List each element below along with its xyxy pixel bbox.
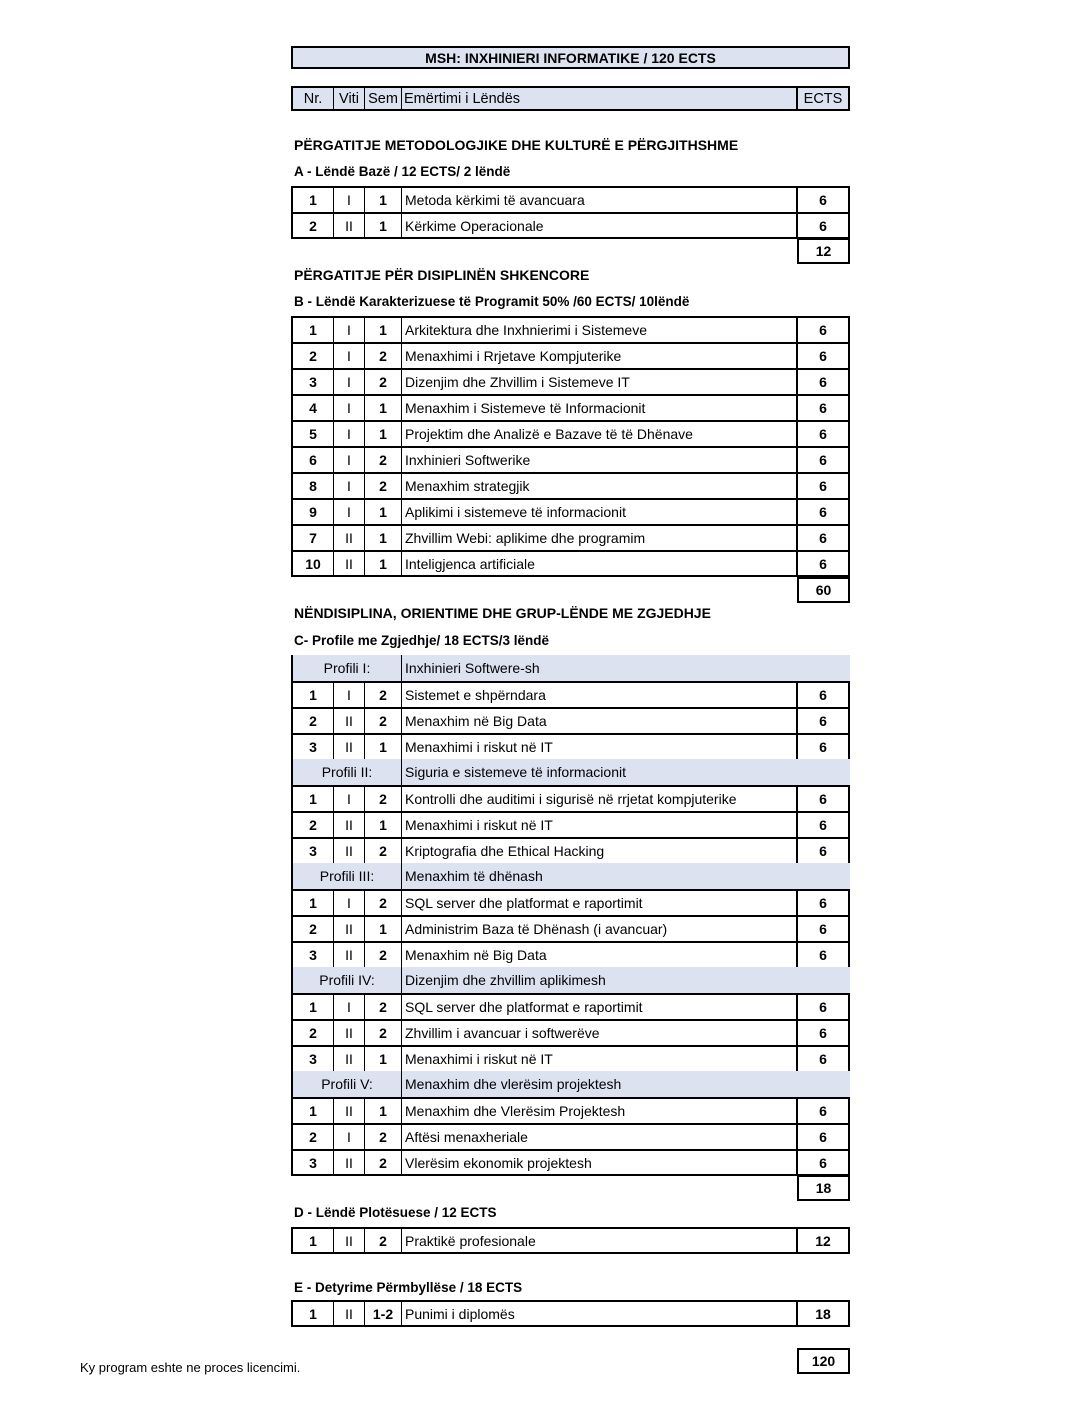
row-viti: I (334, 474, 365, 498)
table-row (291, 733, 850, 759)
row-sem: 1 (365, 917, 402, 941)
row-viti: II (334, 839, 365, 863)
row-nr: 2 (293, 1021, 334, 1045)
table-row (291, 316, 850, 342)
row-nr: 3 (293, 943, 334, 967)
row-ects: 6 (819, 947, 827, 963)
row-course-name: Menaxhim strategjik (402, 474, 798, 498)
program-title: MSH: INXHINIERI INFORMATIKE / 120 ECTS (291, 46, 850, 69)
row-ects: 6 (819, 400, 827, 416)
row-ects: 18 (815, 1305, 831, 1322)
row-sem: 1 (365, 735, 402, 759)
row-course-name: Punimi i diplomës (402, 1302, 798, 1325)
section-b-heading: PËRGATITJE PËR DISIPLINËN SHKENCORE (294, 267, 590, 283)
col-name: Emërtimi i Lëndës (402, 88, 798, 109)
row-ects: 6 (819, 1103, 827, 1119)
row-viti: II (334, 813, 365, 837)
table-row (291, 1123, 850, 1149)
table-row (291, 941, 850, 967)
table-row (291, 811, 850, 837)
row-nr: 3 (293, 1151, 334, 1174)
profile-header-row (291, 863, 850, 889)
row-ects: 6 (819, 322, 827, 338)
row-nr: 3 (293, 735, 334, 759)
row-ects: 6 (819, 504, 827, 520)
profile-name: Dizenjim dhe zhvillim aplikimesh (405, 972, 606, 988)
row-viti: I (334, 188, 365, 212)
row-nr: 3 (293, 839, 334, 863)
profile-name: Menaxhim të dhënash (405, 868, 543, 884)
profile-name: Inxhinieri Softwere-sh (405, 660, 540, 676)
column-header-row (291, 86, 850, 111)
row-ects: 6 (819, 217, 827, 234)
row-nr: 1 (293, 683, 334, 707)
row-nr: 1 (293, 318, 334, 342)
row-course-name: Menaxhim në Big Data (402, 943, 798, 967)
row-viti: II (334, 1099, 365, 1123)
row-viti: I (334, 500, 365, 524)
row-viti: I (334, 318, 365, 342)
profile-header-row (291, 967, 850, 993)
row-ects: 6 (819, 687, 827, 703)
row-nr: 1 (293, 787, 334, 811)
row-viti: I (334, 448, 365, 472)
table-row (291, 785, 850, 811)
row-viti: II (334, 1047, 365, 1071)
table-row (291, 446, 850, 472)
table-row (291, 681, 850, 707)
row-viti: II (334, 735, 365, 759)
row-sem: 1 (365, 396, 402, 420)
row-ects: 6 (819, 1154, 827, 1171)
row-nr: 8 (293, 474, 334, 498)
row-nr: 2 (293, 1125, 334, 1149)
row-sem: 2 (365, 891, 402, 915)
row-sem: 1 (365, 1047, 402, 1071)
row-ects: 6 (819, 1025, 827, 1041)
table-row (291, 472, 850, 498)
row-course-name: Menaxhim dhe Vlerësim Projektesh (402, 1099, 798, 1123)
row-sem: 1 (365, 422, 402, 446)
section-b-subheading: B - Lëndë Karakterizuese të Programit 50% /60 ECTS/ 10lëndë (294, 294, 690, 309)
table-row (291, 420, 850, 446)
row-ects: 6 (819, 426, 827, 442)
row-course-name: Menaxhimi i Rrjetave Kompjuterike (402, 344, 798, 368)
row-nr: 1 (293, 188, 334, 212)
table-row (291, 1045, 850, 1071)
table-row (291, 342, 850, 368)
table-row (291, 889, 850, 915)
section-c-heading: NËNDISIPLINA, ORIENTIME DHE GRUP-LËNDE ME ZGJEDHJE (294, 605, 711, 621)
section-a-total: 12 (797, 238, 850, 264)
row-sem: 1 (365, 188, 402, 212)
row-ects: 6 (819, 791, 827, 807)
row-ects: 6 (819, 192, 827, 208)
row-ects: 6 (819, 999, 827, 1015)
row-ects: 6 (819, 478, 827, 494)
row-ects: 6 (819, 817, 827, 833)
row-viti: I (334, 422, 365, 446)
row-viti: II (334, 1021, 365, 1045)
row-viti: I (334, 370, 365, 394)
table-row (291, 707, 850, 733)
profile-label: Profili III: (293, 863, 402, 889)
row-nr: 2 (293, 917, 334, 941)
profile-name: Siguria e sistemeve të informacionit (405, 764, 626, 780)
row-ects: 6 (819, 713, 827, 729)
row-sem: 2 (365, 344, 402, 368)
row-course-name: Kriptografia dhe Ethical Hacking (402, 839, 798, 863)
grand-total: 120 (797, 1348, 850, 1374)
profile-header-row (291, 655, 850, 681)
row-viti: I (334, 344, 365, 368)
row-ects: 6 (819, 348, 827, 364)
row-nr: 2 (293, 344, 334, 368)
row-course-name: Aftësi menaxheriale (402, 1125, 798, 1149)
row-viti: II (334, 1151, 365, 1174)
row-ects: 12 (815, 1232, 831, 1249)
table-row (291, 915, 850, 941)
section-e-subheading: E - Detyrime Përmbyllëse / 18 ECTS (294, 1280, 523, 1295)
row-ects: 6 (819, 374, 827, 390)
row-course-name: Menaxhimi i riskut në IT (402, 1047, 798, 1071)
row-sem: 2 (365, 943, 402, 967)
profile-label: Profili I: (293, 655, 402, 681)
row-sem: 1 (365, 526, 402, 550)
row-course-name: Vlerësim ekonomik projektesh (402, 1151, 798, 1174)
row-sem: 1 (365, 214, 402, 237)
col-nr: Nr. (293, 88, 334, 109)
table-row (291, 1149, 850, 1176)
row-viti: I (334, 891, 365, 915)
row-course-name: Menaxhim në Big Data (402, 709, 798, 733)
row-viti: II (334, 1302, 365, 1325)
row-nr: 3 (293, 1047, 334, 1071)
row-course-name: Kontrolli dhe auditimi i sigurisë në rrjetat kompjuterike (402, 787, 798, 811)
row-ects: 6 (819, 1051, 827, 1067)
row-nr: 10 (293, 552, 334, 575)
row-course-name: Kërkime Operacionale (402, 214, 798, 237)
row-sem: 2 (365, 448, 402, 472)
table-row (291, 394, 850, 420)
col-ects: ECTS (803, 90, 843, 107)
footer-note: Ky program eshte ne proces licencimi. (80, 1360, 301, 1375)
row-sem: 2 (365, 683, 402, 707)
section-d-subheading: D - Lëndë Plotësuese / 12 ECTS (294, 1205, 497, 1220)
row-sem: 2 (365, 709, 402, 733)
row-viti: II (334, 709, 365, 733)
row-nr: 1 (293, 995, 334, 1019)
row-nr: 2 (293, 214, 334, 237)
table-row (291, 1097, 850, 1123)
row-nr: 2 (293, 813, 334, 837)
row-nr: 2 (293, 709, 334, 733)
section-a-heading: PËRGATITJE METODOLOGJIKE DHE KULTURË E PËRGJITHSHME (294, 137, 739, 153)
row-ects: 6 (819, 921, 827, 937)
row-course-name: Inxhinieri Softwerike (402, 448, 798, 472)
profile-label: Profili II: (293, 759, 402, 785)
col-viti: Viti (334, 88, 365, 109)
row-course-name: Menaxhimi i riskut në IT (402, 813, 798, 837)
row-viti: II (334, 917, 365, 941)
row-course-name: SQL server dhe platformat e raportimit (402, 995, 798, 1019)
row-course-name: Arkitektura dhe Inxhnierimi i Sistemeve (402, 318, 798, 342)
row-sem: 1-2 (365, 1302, 402, 1325)
row-course-name: Menaxhimi i riskut në IT (402, 735, 798, 759)
row-sem: 2 (365, 1151, 402, 1174)
row-ects: 6 (819, 452, 827, 468)
row-sem: 1 (365, 318, 402, 342)
row-sem: 1 (365, 500, 402, 524)
row-course-name: Menaxhim i Sistemeve të Informacionit (402, 396, 798, 420)
row-sem: 2 (365, 370, 402, 394)
row-viti: II (334, 526, 365, 550)
row-nr: 9 (293, 500, 334, 524)
row-course-name: Zhvillim Webi: aplikime dhe programim (402, 526, 798, 550)
profile-label: Profili V: (293, 1071, 402, 1097)
row-viti: II (334, 943, 365, 967)
row-nr: 1 (293, 891, 334, 915)
row-course-name: Inteligjenca artificiale (402, 552, 798, 575)
row-nr: 1 (293, 1302, 334, 1325)
row-viti: II (334, 552, 365, 575)
row-course-name: Praktikë profesionale (402, 1229, 798, 1252)
row-viti: I (334, 995, 365, 1019)
row-sem: 2 (365, 995, 402, 1019)
table-row (291, 212, 850, 239)
row-nr: 1 (293, 1099, 334, 1123)
row-course-name: Zhvillim i avancuar i softwerëve (402, 1021, 798, 1045)
row-sem: 1 (365, 1099, 402, 1123)
row-viti: I (334, 683, 365, 707)
section-b-total: 60 (797, 577, 850, 603)
row-viti: I (334, 1125, 365, 1149)
table-row (291, 550, 850, 577)
row-sem: 1 (365, 552, 402, 575)
row-sem: 2 (365, 1021, 402, 1045)
table-row (291, 993, 850, 1019)
row-viti: II (334, 214, 365, 237)
table-row (291, 498, 850, 524)
table-row (291, 186, 850, 212)
row-course-name: Sistemet e shpërndara (402, 683, 798, 707)
table-row (291, 837, 850, 863)
row-nr: 3 (293, 370, 334, 394)
profile-header-row (291, 1071, 850, 1097)
row-sem: 2 (365, 787, 402, 811)
row-sem: 2 (365, 1229, 402, 1252)
row-sem: 1 (365, 813, 402, 837)
row-ects: 6 (819, 739, 827, 755)
profile-label: Profili IV: (293, 967, 402, 993)
table-row (291, 1227, 850, 1254)
row-course-name: Metoda kërkimi të avancuara (402, 188, 798, 212)
row-ects: 6 (819, 843, 827, 859)
section-c-total: 18 (797, 1175, 850, 1201)
row-sem: 2 (365, 1125, 402, 1149)
row-nr: 1 (293, 1229, 334, 1252)
row-sem: 2 (365, 474, 402, 498)
row-viti: I (334, 396, 365, 420)
row-ects: 6 (819, 1129, 827, 1145)
section-c-subheading: C- Profile me Zgjedhje/ 18 ECTS/3 lëndë (294, 633, 550, 648)
row-nr: 4 (293, 396, 334, 420)
row-course-name: Administrim Baza të Dhënash (i avancuar) (402, 917, 798, 941)
profile-header-row (291, 759, 850, 785)
row-nr: 5 (293, 422, 334, 446)
section-a-subheading: A - Lëndë Bazë / 12 ECTS/ 2 lëndë (294, 164, 511, 179)
row-nr: 6 (293, 448, 334, 472)
row-viti: I (334, 787, 365, 811)
table-row (291, 1300, 850, 1327)
row-nr: 7 (293, 526, 334, 550)
row-ects: 6 (819, 555, 827, 572)
row-ects: 6 (819, 895, 827, 911)
row-course-name: Dizenjim dhe Zhvillim i Sistemeve IT (402, 370, 798, 394)
table-row (291, 1019, 850, 1045)
col-sem: Sem (365, 88, 402, 109)
row-ects: 6 (819, 530, 827, 546)
profile-name: Menaxhim dhe vlerësim projektesh (405, 1076, 622, 1092)
row-course-name: Projektim dhe Analizë e Bazave të të Dhënave (402, 422, 798, 446)
table-row (291, 524, 850, 550)
row-course-name: Aplikimi i sistemeve të informacionit (402, 500, 798, 524)
row-viti: II (334, 1229, 365, 1252)
row-course-name: SQL server dhe platformat e raportimit (402, 891, 798, 915)
row-sem: 2 (365, 839, 402, 863)
table-row (291, 368, 850, 394)
